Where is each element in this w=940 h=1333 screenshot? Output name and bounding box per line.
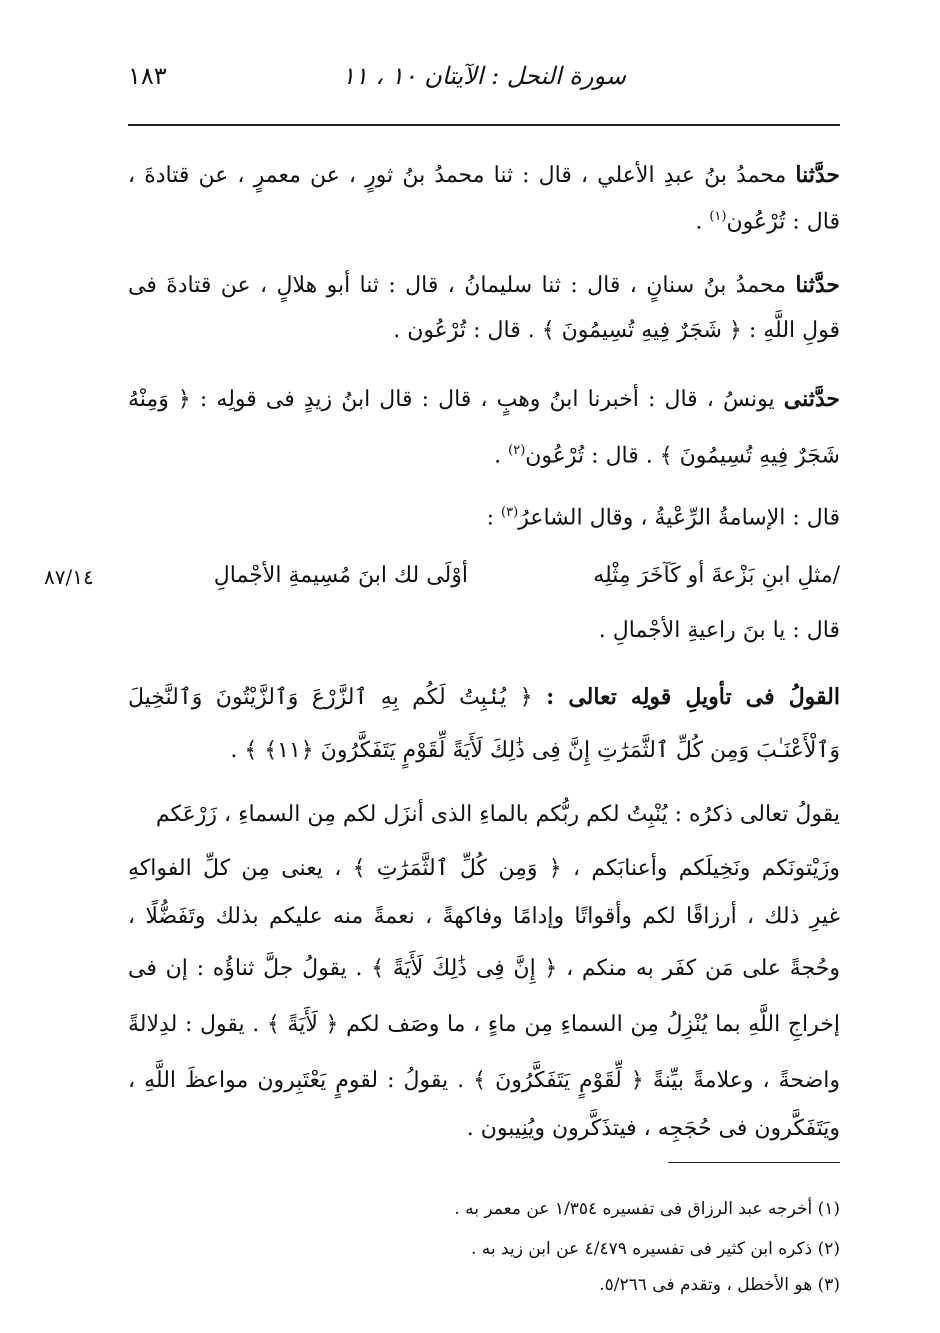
p7-line5 — [128, 1008, 840, 1042]
p7-line2 — [128, 852, 840, 886]
p2-quran: ﴿ شَجَرٌ فِيهِ تُسِيمُونَ ﴾ — [541, 318, 742, 343]
p6-line2 — [128, 734, 840, 768]
p2-line2 — [128, 314, 840, 348]
p6-end: . — [230, 738, 245, 763]
footnote-2: (٢) ذكره ابن كثير فى تفسيره ٤/٤٧٩ عن ابن زيد به . — [470, 1239, 840, 1259]
p3-quran-a: ﴿ وَمِنْهُ — [128, 387, 191, 412]
p3-line1 — [128, 382, 840, 417]
p6-quran-b: وَٱلْأَعْنَـٰبَ وَمِن كُلِّ ٱلثَّمَرَٰتِ إِنَّ فِى ذَٰلِكَ لَأَيَةً لِّقَوْمٍ يَتَفَكَّرُونَ ﴿١١﴾ ﴾ — [244, 738, 840, 763]
p7-quran-1: ﴿ وَمِن كُلِّ ٱلثَّمَرَٰتِ ﴾ — [352, 856, 562, 881]
p7-line1 — [155, 798, 840, 832]
p3-quran-b: شَجَرٌ فِيهِ تُسِيمُونَ ﴾ — [659, 443, 840, 469]
p3-line2 — [128, 434, 840, 473]
page-header — [128, 58, 840, 100]
p3-footnote-mark: (٢) — [508, 443, 526, 458]
p1-line1-text: محمدُ بنُ عبدِ الأعلي ، قال : ثنا محمدُ بنُ ثورٍ ، عن معمرٍ ، عن قتادةَ ، — [128, 163, 796, 188]
p7-quran-4: ﴿ لِّقَوْمٍ يَتَفَكَّرُونَ ﴾ — [473, 1068, 644, 1093]
p7-line1-text: يقولُ تعالى ذكرُه : يُنْبِتُ لكم ربُّكم بالماءِ الذى أنزَل لكم مِن السماءِ ، زَرْعَكم — [155, 802, 840, 827]
p4-end: : — [486, 505, 502, 531]
p5-text: قال : يا بنَ راعيةِ الأجْمالِ . — [598, 618, 840, 643]
p7-line2-b: ، يعنى مِن كلِّ الفواكهِ — [128, 856, 353, 881]
footnote-divider — [668, 1162, 840, 1163]
p7-quran-3: ﴿ لَأَيَةً ﴾ — [266, 1012, 339, 1037]
p4-line — [168, 496, 840, 535]
p1-end: . — [695, 209, 710, 235]
running-title: سورة النحل : الآيتان ١٠ ، ١١ — [342, 62, 626, 90]
footnote-1: (١) أخرجه عبد الرزاق فى تفسيره ١/٣٥٤ عن معمر به . — [454, 1199, 840, 1219]
p7-line3 — [128, 900, 840, 934]
p7-line4-a: وحُجةً على مَن كفَر به منكم ، — [557, 956, 840, 981]
p2-line1-text: محمدُ بنُ سنانٍ ، قال : ثنا سليمانُ ، قال : ثنا أبو هلالٍ ، عن قتادةَ فى — [128, 273, 796, 298]
footnote-3: (٣) هو الأخطل ، وتقدم فى ٥/٢٦٦. — [599, 1275, 840, 1295]
p6-heading: القولُ فى تأويلِ قولِه تعالى : — [546, 684, 840, 710]
p2-line2-a: قولِ اللَّهِ : — [741, 318, 840, 343]
p1-lead: حدَّثنا — [795, 162, 840, 188]
p7-line4 — [128, 952, 840, 986]
p7-line4-b: . يقولُ جلَّ ثناؤُه : إن فى — [128, 956, 372, 981]
p2-lead: حدَّثنا — [795, 272, 840, 298]
verse-hemistich-1: /مثلِ ابنِ بَزْعةَ أو كَآخَرَ مِثْلِه — [593, 563, 840, 588]
p1-line1 — [128, 158, 840, 193]
p2-line1 — [128, 268, 840, 303]
p7-quran-2: ﴿ إِنَّ فِى ذَٰلِكَ لَأَيَةً ﴾ — [371, 956, 558, 981]
page-number: ١٨٣ — [128, 62, 167, 90]
p6-quran-a: ﴿ يُنۢبِتُ لَكُم بِهِ ٱلزَّرْعَ وَٱلزَّيْتُونَ وَٱلنَّخِيلَ — [128, 685, 547, 710]
p7-line6-b: . يقولُ : لقومٍ يَعْتَبِرون مواعظَ اللَّهِ ، — [128, 1068, 474, 1093]
p7-line5-a: إخراجِ اللَّهِ بما يُنْزِلُ مِن السماءِ مِن ماءٍ ، ما وصَف لكم — [338, 1012, 840, 1037]
p3-line2-b: . قال : تُرْعُون — [525, 443, 660, 469]
p7-line7-text: ويَتَفَكَّرون فى حُجَجِه ، فيتذَكَّرون ويُنِيبون . — [466, 1116, 840, 1141]
p4-footnote-mark: (٣) — [501, 505, 519, 520]
p1-line2 — [128, 200, 840, 239]
p7-line7 — [128, 1112, 840, 1146]
p3-end: . — [494, 443, 509, 469]
verse-hemistich-2: أوْلَى لك ابنَ مُسِيمةِ الأجْمالِ — [213, 563, 468, 588]
p3-line1-a: يونسُ ، قال : أخبرنا ابنُ وهبٍ ، قال : قال ابنُ زيدٍ فى قولِه : — [190, 387, 784, 412]
p5-line — [168, 614, 840, 648]
p1-footnote-mark: (١) — [709, 209, 727, 224]
p3-lead: حدَّثنى — [783, 386, 840, 412]
header-divider — [128, 124, 840, 126]
p4-text: قال : الإسامةُ الرِّعْيةُ ، وقال الشاعرُ — [518, 505, 840, 531]
p7-line6 — [128, 1064, 840, 1098]
p7-line3-text: غيرِ ذلك ، أرزاقًا لكم وأقواتًا وإدامًا وفاكهةً ، نعمةً منه عليكم بذلك وتَفَضُّلًا ، — [128, 904, 840, 929]
p7-line6-a: واضحةً ، وعلامةً بيِّنةً — [643, 1068, 840, 1093]
p2-line2-b: . قال : تُرْعُون . — [393, 318, 542, 343]
margin-page-reference: ٨٧/١٤ — [44, 565, 94, 589]
p7-line2-a: وزَيْتونَكم ونَخِيلَكم وأعنابَكم ، — [561, 856, 840, 881]
p1-line2-text: قال : تُرْعُون — [726, 209, 840, 235]
p6-line1 — [128, 680, 840, 715]
p7-line5-b: . يقول : لدِلالةً — [128, 1012, 267, 1037]
